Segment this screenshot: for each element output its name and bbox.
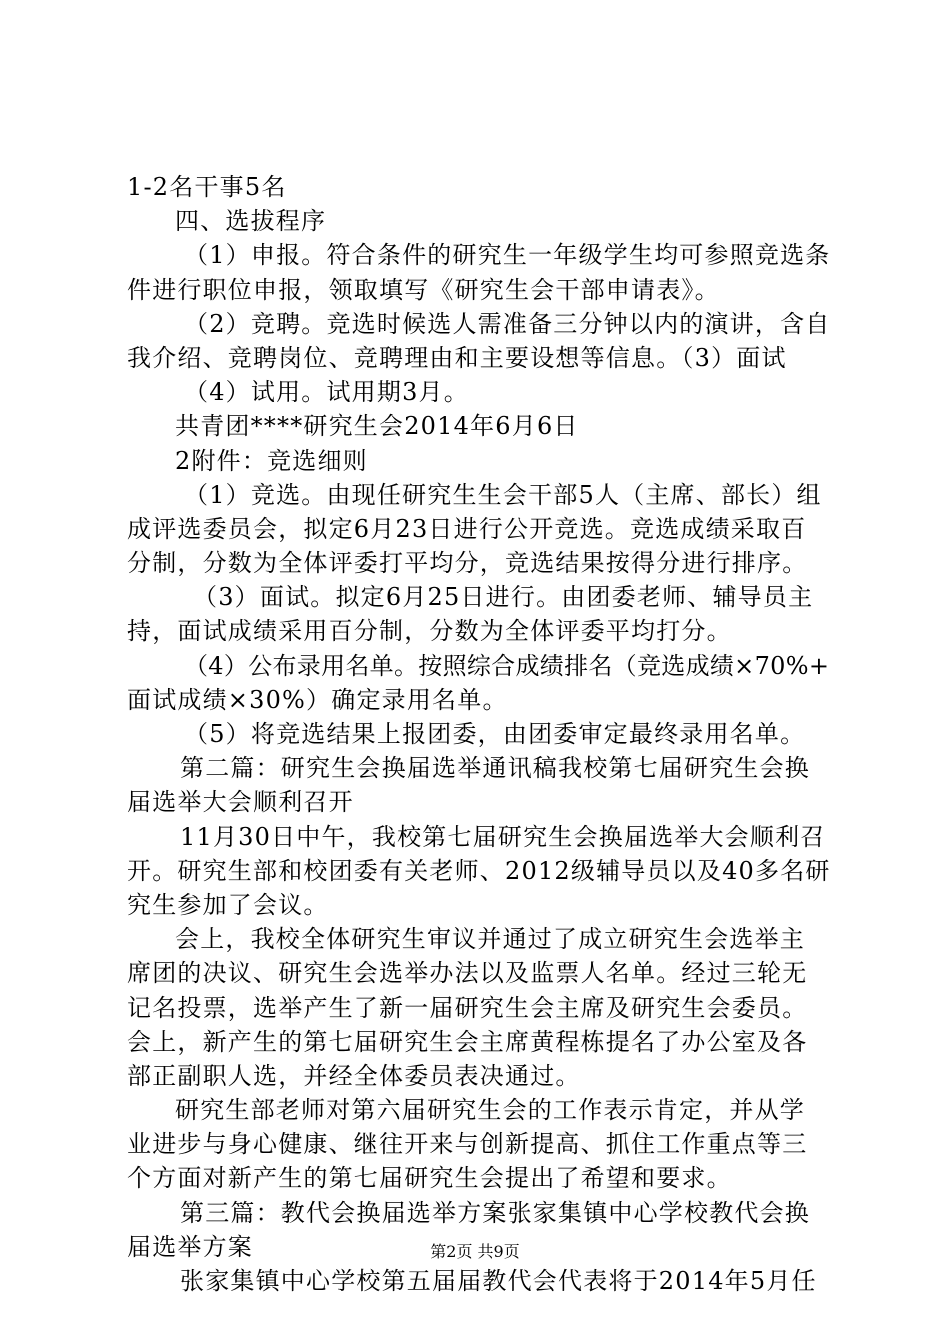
- attachment-heading: 2附件：竞选细则: [175, 446, 368, 475]
- text-line: （2）竞聘。竞选时候选人需准备三分钟以内的演讲，含自: [184, 309, 831, 338]
- text-line: 会上，我校全体研究生审议并通过了成立研究生会选举主: [175, 925, 805, 954]
- signature-line: 共青团****研究生会2014年6月6日: [175, 412, 579, 441]
- chapter-heading-continued: 届选举方案: [127, 1232, 253, 1261]
- text-line: 研究生部老师对第六届研究生会的工作表示肯定，并从学: [175, 1096, 805, 1125]
- text-line: 我介绍、竞聘岗位、竞聘理由和主要设想等信息。（3）面试: [127, 343, 787, 372]
- chapter-heading: 第三篇：教代会换届选举方案张家集镇中心学校教代会换: [180, 1198, 810, 1227]
- text-line: 部正副职人选，并经全体委员表决通过。: [127, 1061, 581, 1090]
- text-line: 业进步与身心健康、继往开来与创新提高、抓住工作重点等三: [127, 1130, 808, 1159]
- document-body: [127, 170, 833, 1298]
- text-line: 分制，分数为全体评委打平均分，竞选结果按得分进行排序。: [127, 549, 808, 578]
- text-line: 面试成绩×30%）确定录用名单。: [127, 685, 508, 714]
- text-line: 张家集镇中心学校第五届届教代会代表将于2014年5月任: [180, 1267, 817, 1295]
- text-line: 究生参加了会议。: [127, 890, 329, 919]
- text-line: 会上，新产生的第七届研究生会主席黄程栋提名了办公室及各: [127, 1027, 808, 1056]
- text-line: （1）竞选。由现任研究生生会干部5人（主席、部长）组: [184, 480, 822, 509]
- text-line: （4）公布录用名单。按照综合成绩排名（竞选成绩×70%+: [184, 651, 830, 680]
- text-line: 1-2名干事5名: [127, 173, 287, 201]
- text-line: 持，面试成绩采用百分制，分数为全体评委平均打分。: [127, 617, 732, 646]
- text-line: 11月30日中午，我校第七届研究生会换届选举大会顺利召: [180, 822, 826, 851]
- page-number-footer: 第2页 共9页: [430, 1242, 520, 1261]
- text-line: 记名投票，选举产生了新一届研究生会主席及研究生会委员。: [127, 993, 808, 1022]
- text-line: 件进行职位申报，领取填写《研究生会干部申请表》。: [127, 275, 720, 304]
- section-heading: 四、选拔程序: [175, 207, 327, 236]
- text-line: 席团的决议、研究生会选举办法以及监票人名单。经过三轮无: [127, 959, 808, 988]
- chapter-heading-continued: 届选举大会顺利召开: [127, 788, 354, 817]
- text-line: 个方面对新产生的第七届研究生会提出了希望和要求。: [127, 1164, 732, 1193]
- text-line: （5）将竞选结果上报团委，由团委审定最终录用名单。: [184, 720, 806, 748]
- text-line: （1）申报。符合条件的研究生一年级学生均可参照竞选条: [184, 241, 831, 270]
- chapter-heading: 第二篇：研究生会换届选举通讯稿我校第七届研究生会换: [180, 754, 810, 783]
- text-line: 开。研究生部和校团委有关老师、2012级辅导员以及40多名研: [127, 856, 831, 885]
- text-line: （4）试用。试用期3月。: [184, 378, 469, 407]
- text-line: （3）面试。拟定6月25日进行。由团委老师、辅导员主: [193, 583, 814, 612]
- text-line: 成评选委员会，拟定6月23日进行公开竞选。竞选成绩采取百: [127, 514, 807, 543]
